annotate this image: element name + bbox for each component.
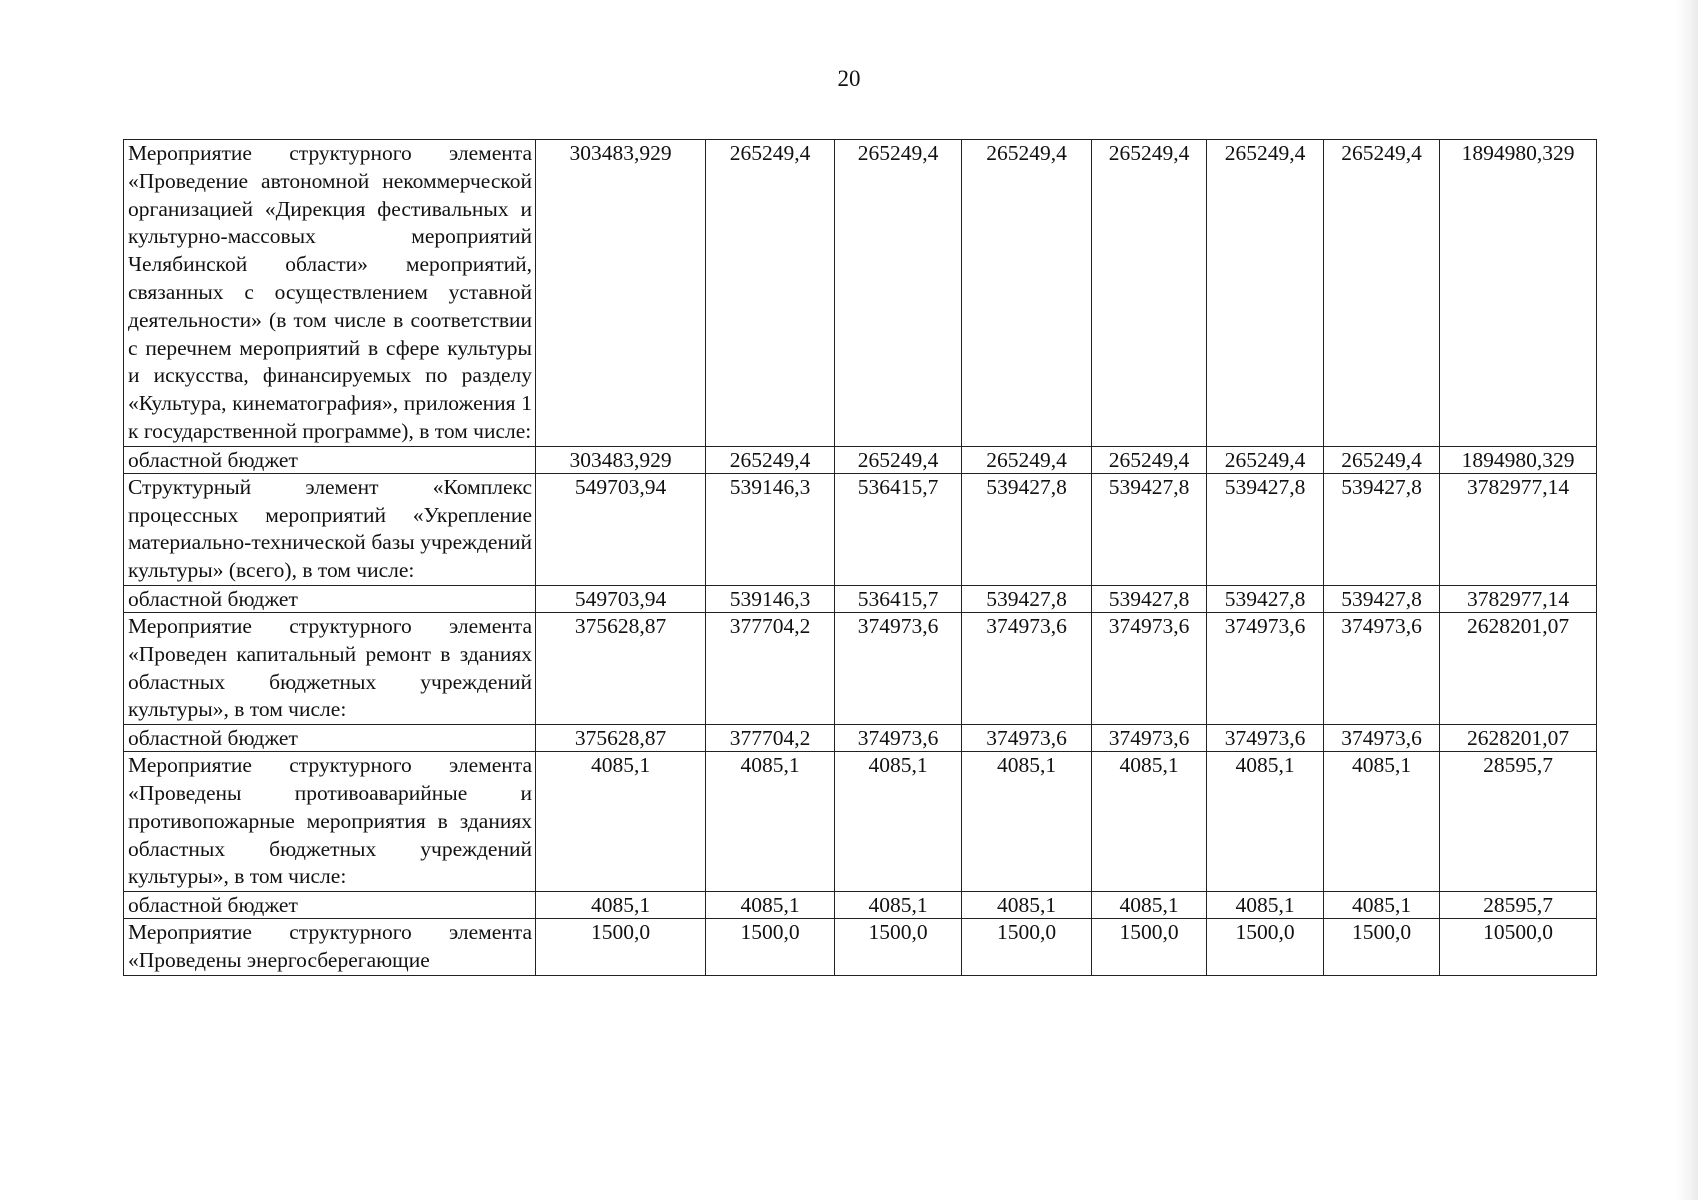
value-cell: 374973,6 [835,725,962,752]
row-label: областной бюджет [124,725,536,752]
value-cell: 539427,8 [962,585,1092,612]
value-cell: 539146,3 [706,585,835,612]
value-cell: 4085,1 [962,752,1092,892]
value-cell: 4085,1 [536,752,706,892]
value-cell: 4085,1 [1092,752,1207,892]
value-cell: 1500,0 [835,919,962,976]
value-cell: 539427,8 [1207,473,1324,585]
value-cell: 375628,87 [536,725,706,752]
row-label: Мероприятие структурного элемента «Проведены противоаварийные и противопожарные мероприятия в зданиях областных бюджетных учреждений культуры», в том числе: [124,752,536,892]
total-cell: 1894980,329 [1440,446,1597,473]
table-row-regional-budget [124,892,1597,919]
value-cell: 4085,1 [835,892,962,919]
value-cell: 374973,6 [1092,612,1207,724]
page-number: 20 [837,66,861,91]
value-cell: 4085,1 [536,892,706,919]
scan-edge-shadow [1676,0,1698,1200]
value-cell: 4085,1 [1092,892,1207,919]
table-row-regional-budget [124,585,1597,612]
value-cell: 539427,8 [1207,585,1324,612]
total-cell: 2628201,07 [1440,725,1597,752]
row-label: областной бюджет [124,585,536,612]
value-cell: 265249,4 [706,140,835,447]
total-cell: 3782977,14 [1440,473,1597,585]
value-cell: 374973,6 [1324,725,1440,752]
value-cell: 265249,4 [1207,446,1324,473]
value-cell: 549703,94 [536,585,706,612]
value-cell: 265249,4 [706,446,835,473]
value-cell: 1500,0 [536,919,706,976]
table-row-activity [124,612,1597,724]
value-cell: 374973,6 [835,612,962,724]
value-cell: 549703,94 [536,473,706,585]
value-cell: 374973,6 [962,725,1092,752]
row-label: областной бюджет [124,892,536,919]
value-cell: 1500,0 [1207,919,1324,976]
row-label: Мероприятие структурного элемента «Проведение автономной некоммерческой организацией «Дирекция фестивальных и культурно-массовых мероприятий Челябинской области» мероприятий, связанных с осуществлением уставной деятельности» (в том числе в соответствии с перечнем мероприятий в сфере культуры и искусства, финансируемых по разделу «Культура, кинематография», приложения 1 к государственной программе), в том числе: [124,140,536,447]
table-row-activity [124,752,1597,892]
budget-table [123,139,1597,976]
value-cell: 4085,1 [1324,752,1440,892]
value-cell: 265249,4 [962,446,1092,473]
value-cell: 4085,1 [962,892,1092,919]
value-cell: 265249,4 [835,140,962,447]
value-cell: 265249,4 [1092,446,1207,473]
value-cell: 374973,6 [1092,725,1207,752]
value-cell: 4085,1 [1324,892,1440,919]
value-cell: 536415,7 [835,585,962,612]
value-cell: 536415,7 [835,473,962,585]
value-cell: 539427,8 [1092,473,1207,585]
table-row-regional-budget [124,446,1597,473]
value-cell: 265249,4 [1324,446,1440,473]
value-cell: 265249,4 [1324,140,1440,447]
total-cell: 1894980,329 [1440,140,1597,447]
total-cell: 3782977,14 [1440,585,1597,612]
total-cell: 10500,0 [1440,919,1597,976]
value-cell: 374973,6 [1324,612,1440,724]
value-cell: 1500,0 [1324,919,1440,976]
row-label: Структурный элемент «Комплекс процессных мероприятий «Укрепление материально-технической базы учреждений культуры» (всего), в том числе: [124,473,536,585]
value-cell: 265249,4 [1207,140,1324,447]
total-cell: 2628201,07 [1440,612,1597,724]
value-cell: 374973,6 [962,612,1092,724]
value-cell: 377704,2 [706,612,835,724]
value-cell: 539427,8 [1092,585,1207,612]
value-cell: 4085,1 [1207,892,1324,919]
budget-table-body [124,140,1597,976]
value-cell: 4085,1 [706,752,835,892]
value-cell: 4085,1 [1207,752,1324,892]
value-cell: 539427,8 [1324,585,1440,612]
value-cell: 265249,4 [1092,140,1207,447]
row-label: Мероприятие структурного элемента «Проведен капитальный ремонт в зданиях областных бюджетных учреждений культуры», в том числе: [124,612,536,724]
table-row-regional-budget [124,725,1597,752]
value-cell: 1500,0 [706,919,835,976]
value-cell: 377704,2 [706,725,835,752]
table-row-activity [124,140,1597,447]
table-row-activity [124,919,1597,976]
value-cell: 303483,929 [536,140,706,447]
value-cell: 374973,6 [1207,612,1324,724]
row-label: Мероприятие структурного элемента «Проведены энергосберегающие [124,919,536,976]
value-cell: 303483,929 [536,446,706,473]
value-cell: 265249,4 [835,446,962,473]
value-cell: 1500,0 [1092,919,1207,976]
table-row-activity [124,473,1597,585]
row-label: областной бюджет [124,446,536,473]
value-cell: 539427,8 [962,473,1092,585]
value-cell: 1500,0 [962,919,1092,976]
value-cell: 374973,6 [1207,725,1324,752]
value-cell: 265249,4 [962,140,1092,447]
total-cell: 28595,7 [1440,892,1597,919]
total-cell: 28595,7 [1440,752,1597,892]
value-cell: 539427,8 [1324,473,1440,585]
value-cell: 4085,1 [706,892,835,919]
value-cell: 539146,3 [706,473,835,585]
value-cell: 4085,1 [835,752,962,892]
value-cell: 375628,87 [536,612,706,724]
